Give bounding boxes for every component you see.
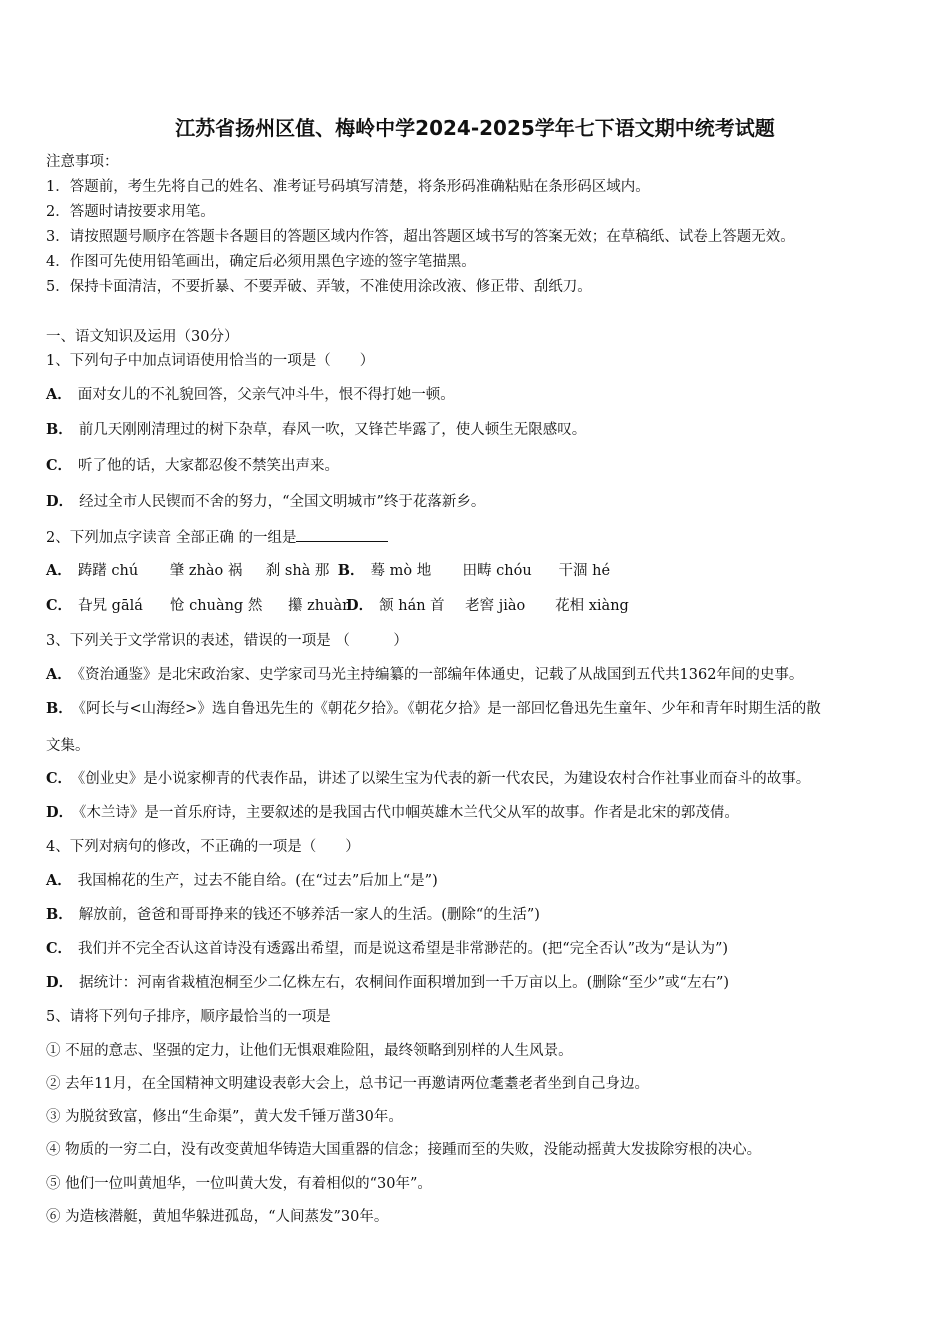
q3-option-d bbox=[46, 803, 926, 823]
reading-item: 老窖 jiào bbox=[465, 598, 526, 614]
option-label: C． bbox=[46, 770, 73, 787]
reading-item: 刹 shà 那 bbox=[265, 563, 330, 579]
q3-option-b-continued: 文集。 bbox=[46, 738, 90, 754]
reading-item: 田畴 chóu bbox=[462, 563, 532, 579]
option-label: C． bbox=[46, 597, 73, 614]
q4-option-b bbox=[46, 905, 926, 925]
option-label: D． bbox=[46, 974, 74, 991]
reading-item: 花相 xiàng bbox=[555, 598, 629, 614]
option-label: A． bbox=[46, 562, 72, 579]
stem-text: 2、下列加点字读音 全部正确 的一组是 bbox=[46, 530, 297, 546]
note-item: 3．请按照题号顺序在答题卡各题目的答题区域内作答，超出答题区域书写的答案无效；在草稿纸、试卷上答题无效。 bbox=[46, 229, 795, 245]
option-text: 解放前，爸爸和哥哥挣来的钱还不够养活一家人的生活。(删除“的生活”) bbox=[78, 907, 540, 923]
q3-option-c bbox=[46, 769, 926, 789]
answer-blank bbox=[296, 527, 388, 542]
reading-item: 肇 zhào 祸 bbox=[169, 563, 243, 579]
q5-sentence: ③ 为脱贫致富，修出“生命渠”，黄大发千锤万凿30年。 bbox=[46, 1109, 403, 1125]
question-4-stem: 4、下列对病句的修改，不正确的一项是（ ） bbox=[46, 839, 360, 855]
option-label: D． bbox=[46, 804, 74, 821]
option-label: D． bbox=[346, 597, 374, 614]
option-text: 面对女儿的不礼貌回答，父亲气冲斗牛，恨不得打她一顿。 bbox=[77, 387, 455, 403]
q5-sentence: ② 去年11月，在全国精神文明建设表彰大会上，总书记一再邀请两位耄耋老者坐到自己身边。 bbox=[46, 1076, 650, 1092]
option-label: B． bbox=[337, 562, 365, 579]
q4-option-a bbox=[46, 871, 926, 891]
question-1-stem: 1、下列句子中加点词语使用恰当的一项是（ ） bbox=[46, 353, 375, 369]
option-text: 《资治通鉴》是北宋政治家、史学家司马光主持编纂的一部编年体通史，记载了从战国到五代共1362年间的史事。 bbox=[77, 667, 804, 683]
option-label: A． bbox=[46, 872, 72, 889]
q2-row-1 bbox=[46, 561, 926, 581]
question-2-stem bbox=[46, 527, 926, 548]
option-text: 《木兰诗》是一首乐府诗，主要叙述的是我国古代巾帼英雄木兰代父从军的故事。作者是北宋的郭茂倩。 bbox=[79, 805, 739, 821]
q1-option-a bbox=[46, 385, 926, 405]
option-label: C． bbox=[46, 940, 73, 957]
option-label: D． bbox=[46, 493, 74, 510]
option-label: B． bbox=[46, 700, 73, 717]
q2-row-2 bbox=[46, 596, 926, 616]
option-text: 《创业史》是小说家柳青的代表作品，讲述了以梁生宝为代表的新一代农民，为建设农村合作社事业而奋斗的故事。 bbox=[78, 771, 811, 787]
note-item: 5．保持卡面清洁，不要折暴、不要弄破、弄皱，不准使用涂改液、修正带、刮纸刀。 bbox=[46, 279, 592, 295]
option-text: 听了他的话，大家都忍俊不禁笑出声来。 bbox=[78, 458, 340, 474]
q1-option-c bbox=[46, 456, 926, 476]
option-label: A． bbox=[46, 386, 72, 403]
question-5-stem: 5、请将下列句子排序，顺序最恰当的一项是 bbox=[46, 1009, 331, 1025]
note-item: 4．作图可先使用铅笔画出，确定后必须用黑色字迹的签字笔描黑。 bbox=[46, 254, 476, 270]
reading-item: 旮旯 gālá bbox=[78, 598, 143, 614]
note-item: 1．答题前，考生先将自己的姓名、准考证号码填写清楚，将条形码准确粘贴在条形码区域内。 bbox=[46, 179, 650, 195]
q4-option-c bbox=[46, 939, 926, 959]
option-text: 经过全市人民锲而不舍的努力，“全国文明城市”终于花落新乡。 bbox=[79, 494, 486, 510]
reading-item: 踌躇 chú bbox=[77, 563, 139, 579]
reading-item: 颔 hán 首 bbox=[379, 598, 445, 614]
q5-sentence: ⑥ 为造核潜艇，黄旭华躲进孤岛，“人间蒸发”30年。 bbox=[46, 1209, 389, 1225]
page-title: 江苏省扬州区值、梅岭中学2024-2025学年七下语文期中统考试题 bbox=[175, 116, 775, 140]
reading-item: 干涸 hé bbox=[558, 563, 611, 579]
reading-item: 蓦 mò 地 bbox=[370, 563, 432, 579]
question-3-stem: 3、下列关于文学常识的表述，错误的一项是 （ ） bbox=[46, 633, 408, 649]
q4-option-d bbox=[46, 973, 926, 993]
section-heading: 一、语文知识及运用（30分） bbox=[46, 329, 239, 345]
q1-option-b bbox=[46, 420, 926, 440]
q5-sentence: ① 不屈的意志、坚强的定力，让他们无惧艰难险阻，最终领略到别样的人生风景。 bbox=[46, 1043, 573, 1059]
q5-sentence: ④ 物质的一穷二白，没有改变黄旭华铸造大国重器的信念；接踵而至的失败，没能动摇黄大发拔除穷根的决心。 bbox=[46, 1142, 762, 1158]
notes-heading: 注意事项： bbox=[46, 154, 119, 170]
q5-sentence: ⑤ 他们一位叫黄旭华，一位叫黄大发，有着相似的“30年”。 bbox=[46, 1176, 432, 1192]
reading-item: 攥 zhuàn bbox=[288, 598, 352, 614]
option-label: B． bbox=[46, 421, 73, 438]
option-text: 前几天刚刚清理过的树下杂草，春风一吹，又锋芒毕露了，使人顿生无限感叹。 bbox=[78, 422, 587, 438]
option-text: 我国棉花的生产，过去不能自给。(在“过去”后加上“是”) bbox=[77, 873, 438, 889]
note-item: 2．答题时请按要求用笔。 bbox=[46, 204, 215, 220]
option-label: C． bbox=[46, 457, 73, 474]
option-text: 《阿长与<山海经>》选自鲁迅先生的《朝花夕拾》。《朝花夕拾》是一部回忆鲁迅先生童年、少年和青年时期生活的散 bbox=[78, 701, 821, 717]
q3-option-b bbox=[46, 699, 926, 719]
option-label: B． bbox=[46, 906, 73, 923]
q1-option-d bbox=[46, 492, 926, 512]
option-label: A． bbox=[46, 666, 72, 683]
option-text: 我们并不完全否认这首诗没有透露出希望，而是说这希望是非常渺茫的。(把“完全否认”改为“是认为”) bbox=[78, 941, 729, 957]
option-text: 据统计：河南省栽植泡桐至少二亿株左右，农桐间作面积增加到一千万亩以上。(删除“至少”或“左右”) bbox=[79, 975, 730, 991]
reading-item: 怆 chuàng 然 bbox=[170, 598, 263, 614]
q3-option-a bbox=[46, 665, 926, 685]
